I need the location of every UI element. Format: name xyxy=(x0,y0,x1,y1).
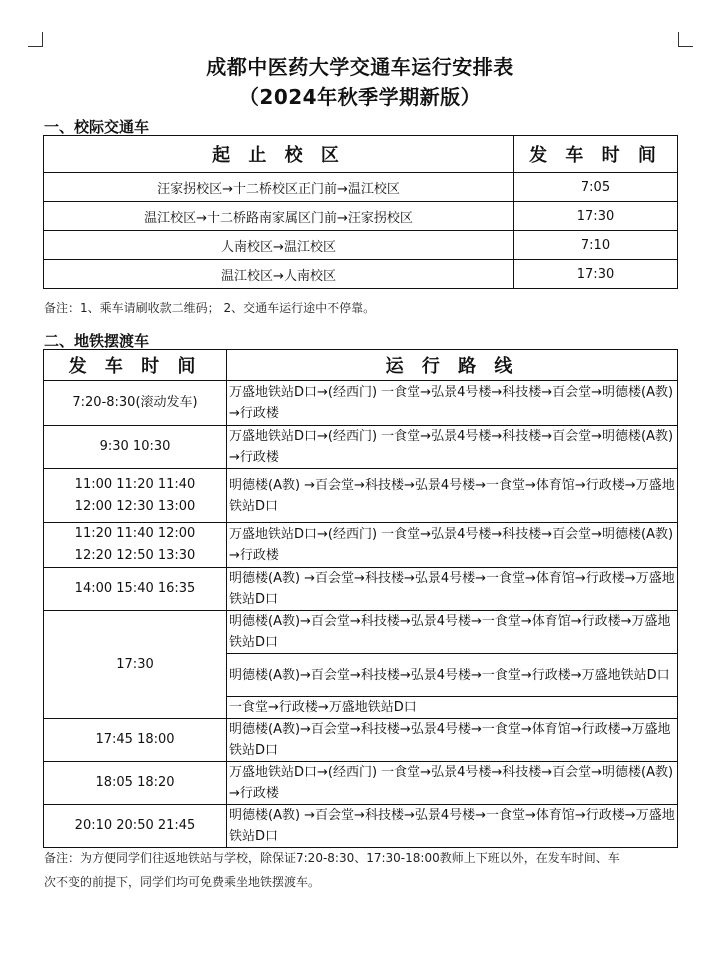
route-cell: 明德楼(A教)→百会堂→科技楼→弘景4号楼→一食堂→体育馆→行政楼→万盛地铁站D口 xyxy=(227,611,678,654)
table-row xyxy=(44,568,678,611)
time-cell: 7:10 xyxy=(514,231,678,260)
header-time: 发 车 时 间 xyxy=(44,350,227,381)
table-row xyxy=(44,469,678,523)
table-row xyxy=(44,381,678,426)
header-route: 运 行 路 线 xyxy=(227,350,678,381)
time-text: 18:05 18:20 xyxy=(95,775,175,790)
header-route: 起 止 校 区 xyxy=(44,136,514,173)
section2-heading: 二、地铁摆渡车 xyxy=(44,332,150,350)
time-text: 12:20 12:50 13:30 xyxy=(74,548,196,563)
time-text: 12:00 12:30 13:00 xyxy=(74,498,196,514)
table-row xyxy=(44,202,678,231)
time-cell xyxy=(44,805,227,848)
time-cell xyxy=(44,381,227,426)
section1-heading: 一、校际交通车 xyxy=(44,118,150,136)
time-cell: 7:05 xyxy=(514,173,678,202)
route-cell: 明德楼(A教) →百会堂→科技楼→弘景4号楼→一食堂→体育馆→行政楼→万盛地铁站D口 xyxy=(227,568,678,611)
table-row xyxy=(44,523,678,568)
route-cell: 一食堂→行政楼→万盛地铁站D口 xyxy=(227,697,678,719)
time-text: 7:20-8:30(滚动发车) xyxy=(72,395,198,410)
time-text: 11:00 11:20 11:40 xyxy=(74,476,196,492)
shuttle-bus-table xyxy=(43,349,678,848)
crop-mark-right xyxy=(678,32,693,47)
time-text: 17:45 18:00 xyxy=(95,732,175,747)
table-row xyxy=(44,611,678,654)
document-subtitle: （2024年秋季学期新版） xyxy=(238,85,482,109)
time-text: 20:10 20:50 21:45 xyxy=(74,818,196,833)
route-cell: 万盛地铁站D口→(经西门) 一食堂→弘景4号楼→科技楼→百会堂→明德楼(A教) →行政楼 xyxy=(227,381,678,426)
time-cell xyxy=(44,719,227,762)
section1-note: 备注：1、乘车请刷收款二维码； 2、交通车运行途中不停靠。 xyxy=(44,301,376,315)
section2-note-line1: 备注：为方便同学们往返地铁站与学校，除保证7:20-8:30、17:30-18:00教师上下班以外，在发车时间、车 xyxy=(44,851,620,865)
table-row xyxy=(44,231,678,260)
time-cell xyxy=(44,611,227,719)
table-row xyxy=(44,426,678,469)
table-row xyxy=(44,719,678,762)
time-cell xyxy=(44,568,227,611)
table-header-row xyxy=(44,136,678,173)
table-row xyxy=(44,805,678,848)
route-cell: 温江校区→十二桥路南家属区门前→汪家拐校区 xyxy=(44,202,514,231)
time-cell xyxy=(44,469,227,523)
time-cell xyxy=(44,426,227,469)
time-text: 17:30 xyxy=(116,656,154,672)
document-title: 成都中医药大学交通车运行安排表 xyxy=(206,55,514,79)
header-time: 发 车 时 间 xyxy=(514,136,678,173)
table-header-row xyxy=(44,350,678,381)
route-cell: 万盛地铁站D口→(经西门) 一食堂→弘景4号楼→科技楼→百会堂→明德楼(A教) →行政楼 xyxy=(227,426,678,469)
route-cell: 明德楼(A教)→百会堂→科技楼→弘景4号楼→一食堂→行政楼→万盛地铁站D口 xyxy=(227,654,678,697)
campus-bus-table xyxy=(43,135,678,289)
route-cell: 万盛地铁站D口→(经西门) 一食堂→弘景4号楼→科技楼→百会堂→明德楼(A教) →行政楼 xyxy=(227,762,678,805)
route-cell: 明德楼(A教)→百会堂→科技楼→弘景4号楼→一食堂→体育馆→行政楼→万盛地铁站D口 xyxy=(227,719,678,762)
route-cell: 温江校区→人南校区 xyxy=(44,260,514,289)
route-cell: 明德楼(A教) →百会堂→科技楼→弘景4号楼→一食堂→体育馆→行政楼→万盛地铁站D口 xyxy=(227,469,678,523)
route-cell: 人南校区→温江校区 xyxy=(44,231,514,260)
table-row xyxy=(44,762,678,805)
time-cell: 17:30 xyxy=(514,260,678,289)
crop-mark-left xyxy=(28,32,43,47)
table-row xyxy=(44,173,678,202)
time-cell: 17:30 xyxy=(514,202,678,231)
time-text: 9:30 10:30 xyxy=(99,439,171,454)
time-cell xyxy=(44,762,227,805)
route-cell: 明德楼(A教) →百会堂→科技楼→弘景4号楼→一食堂→体育馆→行政楼→万盛地铁站D口 xyxy=(227,805,678,848)
time-text: 11:20 11:40 12:00 xyxy=(74,526,196,541)
table-row xyxy=(44,260,678,289)
time-cell xyxy=(44,523,227,568)
time-text: 14:00 15:40 16:35 xyxy=(74,581,196,596)
route-cell: 万盛地铁站D口→(经西门) 一食堂→弘景4号楼→科技楼→百会堂→明德楼(A教) →行政楼 xyxy=(227,523,678,568)
section2-note-line2: 次不变的前提下，同学们均可免费乘坐地铁摆渡车。 xyxy=(44,875,321,889)
route-cell: 汪家拐校区→十二桥校区正门前→温江校区 xyxy=(44,173,514,202)
